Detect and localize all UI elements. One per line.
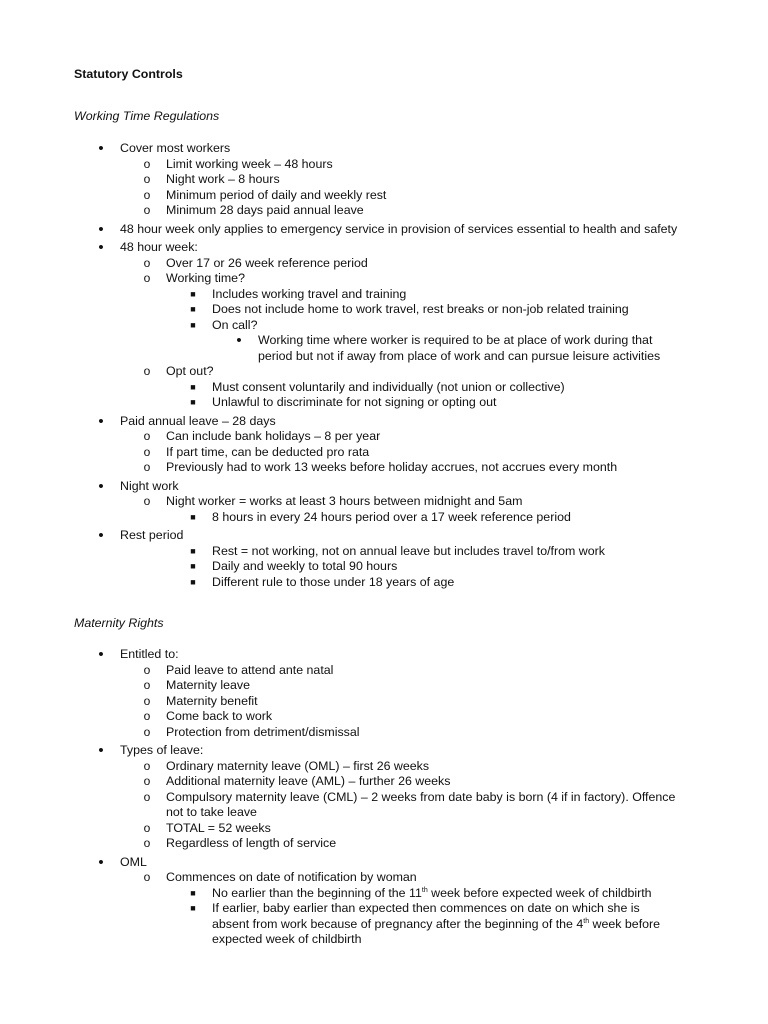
bullet-icon: o (143, 724, 151, 739)
list-item (143, 255, 680, 272)
bullet-icon: • (98, 140, 104, 157)
bullet-icon: o (143, 709, 151, 723)
bullet-icon: • (98, 853, 104, 871)
working-time-list (98, 140, 680, 590)
list-item (190, 379, 680, 396)
list-item-text: 48 hour week: (120, 240, 198, 254)
list-item-text: Cover most workers (120, 141, 231, 155)
list-item (143, 494, 680, 525)
sub-list (143, 662, 680, 741)
list-item-text: Maternity benefit (166, 693, 258, 708)
list-item-text: Compulsory maternity leave (CML) – 2 weeks from date baby is born (4 if in factory). Offence not to take leave (166, 789, 676, 819)
list-item (143, 774, 680, 790)
sub-list (143, 494, 680, 525)
list-item-text: Working time? (166, 271, 245, 285)
bullet-icon: o (143, 870, 151, 884)
page-title: Statutory Controls (74, 67, 183, 81)
bullet-icon: ■ (190, 319, 196, 330)
bullet-icon: • (98, 220, 104, 238)
list-item (143, 758, 680, 775)
bullet-icon: ■ (190, 903, 196, 913)
bullet-icon: • (98, 646, 104, 663)
bullet-icon: o (143, 364, 151, 378)
list-item-text: Night worker = works at least 3 hours between midnight and 5am (166, 494, 523, 508)
list-item-text: Does not include home to work travel, rest breaks or non-job related training (212, 302, 629, 316)
bullet-icon: o (143, 172, 151, 186)
list-item (190, 395, 680, 411)
list-item (143, 870, 680, 948)
sub-list (236, 332, 680, 364)
list-item (143, 444, 680, 461)
bullet-icon: o (143, 758, 151, 773)
list-item-text: Daily and weekly to total 90 hours (212, 559, 398, 573)
list-item-text: Maternity leave (166, 678, 251, 692)
list-item-text: Working time where worker is required to be at place of work during that period but not if away from place of work and can pursue leisure activities (258, 333, 661, 363)
sub-list (190, 509, 680, 526)
list-item-text: 8 hours in every 24 hours period over a 17 week reference period (212, 509, 571, 524)
list-item (143, 709, 680, 725)
bullet-icon: • (98, 742, 104, 759)
list-item-text: If part time, can be deducted pro rata (166, 444, 370, 459)
bullet-icon: o (143, 836, 151, 850)
list-item-text: On call? (212, 317, 258, 332)
sub-list (143, 156, 680, 219)
list-item-text: No earlier than the beginning of the 11th week before expected week of childbirth (212, 885, 652, 900)
bullet-icon: ■ (190, 511, 196, 522)
bullet-icon: ■ (190, 381, 196, 392)
sub-list (143, 255, 680, 411)
bullet-icon: o (143, 789, 151, 804)
list-item-text: Paid annual leave – 28 days (120, 413, 276, 428)
list-item (98, 527, 680, 590)
list-item (190, 509, 680, 526)
sub-list (143, 429, 680, 476)
sub-list (190, 885, 680, 948)
list-item-text: Limit working week – 48 hours (166, 156, 333, 171)
list-item-text: Commences on date of notification by woman (166, 870, 417, 884)
list-item (143, 724, 680, 741)
sub-list (190, 286, 680, 365)
list-item-text: Night work (120, 478, 179, 493)
list-item-text: Minimum 28 days paid annual leave (166, 203, 364, 217)
bullet-icon: o (143, 255, 151, 270)
list-item (98, 477, 680, 526)
list-item-text: Rest period (120, 528, 184, 542)
list-item-text: 48 hour week only applies to emergency service in provision of services essential to health and safety (120, 221, 678, 236)
list-item-text: Must consent voluntarily and individually (not union or collective) (212, 379, 565, 394)
bullet-icon: ■ (190, 887, 196, 898)
maternity-list (98, 646, 680, 948)
list-item-text: Unlawful to discriminate for not signing or opting out (212, 395, 497, 409)
bullet-icon: o (143, 156, 151, 171)
list-item (98, 239, 680, 411)
list-item (143, 364, 680, 411)
list-item-text: Previously had to work 13 weeks before holiday accrues, not accrues every month (166, 460, 618, 474)
list-item-text: Ordinary maternity leave (OML) – first 26 weeks (166, 758, 430, 773)
list-item (143, 662, 680, 679)
list-item (98, 646, 680, 740)
bullet-icon: o (143, 429, 151, 443)
list-item (143, 820, 680, 837)
list-item-text: Night work – 8 hours (166, 172, 280, 186)
list-item (190, 317, 680, 365)
bullet-icon: ■ (190, 304, 196, 314)
bullet-icon: • (98, 412, 104, 430)
sub-list (143, 758, 680, 852)
list-item (98, 412, 680, 476)
bullet-icon: ■ (190, 288, 196, 299)
bullet-icon: • (98, 239, 104, 256)
list-item (98, 742, 680, 852)
bullet-icon: o (143, 693, 151, 708)
list-item-text: Protection from detriment/dismissal (166, 724, 360, 739)
list-item (190, 574, 680, 591)
bullet-icon: o (143, 662, 151, 677)
list-item-text: Can include bank holidays – 8 per year (166, 429, 381, 443)
list-item-text: Come back to work (166, 709, 273, 723)
list-item (143, 187, 680, 204)
list-item (143, 789, 680, 821)
list-item (190, 901, 680, 948)
section-heading-maternity: Maternity Rights (74, 616, 164, 630)
bullet-icon: ■ (190, 576, 196, 587)
list-item (143, 271, 680, 364)
list-item (98, 853, 680, 948)
bullet-icon: o (143, 460, 151, 474)
bullet-icon: • (236, 332, 242, 349)
bullet-icon: o (143, 678, 151, 692)
bullet-icon: o (143, 203, 151, 217)
list-item-text: Paid leave to attend ante natal (166, 662, 334, 677)
list-item (98, 220, 680, 238)
list-item-text: OML (120, 854, 147, 869)
list-item-text: TOTAL = 52 weeks (166, 820, 271, 835)
list-item (190, 885, 680, 902)
bullet-icon: o (143, 774, 151, 788)
sub-list (190, 379, 680, 411)
bullet-icon: ■ (190, 545, 196, 556)
list-item (143, 678, 680, 694)
list-item (143, 203, 680, 219)
section-heading-working-time: Working Time Regulations (74, 109, 220, 123)
list-item-text: Includes working travel and training (212, 286, 407, 301)
bullet-icon: o (143, 494, 151, 508)
list-item-text: Regardless of length of service (166, 836, 337, 850)
list-item (143, 172, 680, 188)
sub-list (190, 543, 680, 591)
list-item (143, 429, 680, 445)
list-item (190, 543, 680, 560)
list-item (143, 693, 680, 710)
list-item-text: Opt out? (166, 364, 214, 378)
list-item-text: Minimum period of daily and weekly rest (166, 187, 387, 202)
sub-list (143, 870, 680, 948)
bullet-icon: • (98, 527, 104, 544)
list-item (190, 302, 680, 318)
list-item (236, 332, 680, 364)
list-item-text: If earlier, baby earlier than expected then commences on date on which she is absent from work because of pregnancy after the beginning of the 4th week before expected week of childbirth (212, 901, 661, 946)
list-item (190, 286, 680, 303)
list-item-text: Additional maternity leave (AML) – further 26 weeks (166, 774, 451, 788)
list-item (143, 836, 680, 852)
bullet-icon: o (143, 187, 151, 202)
list-item-text: Types of leave: (120, 743, 204, 757)
list-item (98, 140, 680, 219)
bullet-icon: o (143, 820, 151, 835)
list-item-text: Over 17 or 26 week reference period (166, 255, 368, 270)
bullet-icon: o (143, 271, 151, 285)
bullet-icon: ■ (190, 561, 196, 571)
list-item-text: Different rule to those under 18 years of age (212, 574, 455, 589)
list-item-text: Rest = not working, not on annual leave but includes travel to/from work (212, 543, 605, 558)
bullet-icon: o (143, 444, 151, 459)
bullet-icon: • (98, 477, 104, 495)
list-item (190, 559, 680, 575)
list-item (143, 460, 680, 476)
list-item (143, 156, 680, 173)
bullet-icon: ■ (190, 397, 196, 407)
list-item-text: Entitled to: (120, 647, 179, 661)
